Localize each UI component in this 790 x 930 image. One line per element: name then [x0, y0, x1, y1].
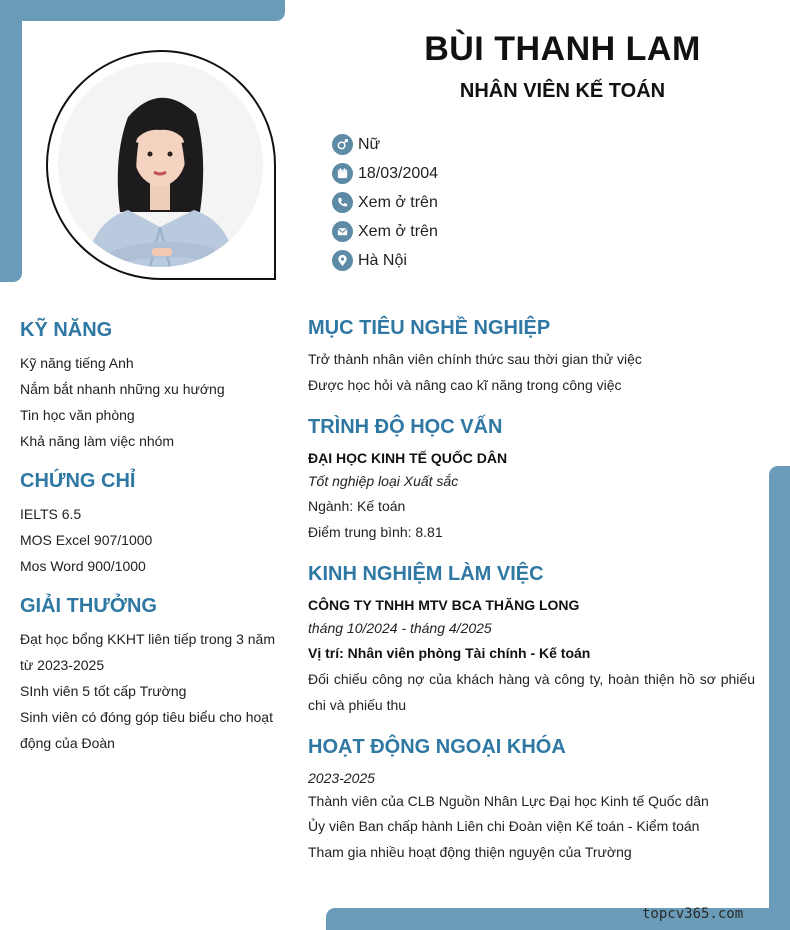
- skills-heading: KỸ NĂNG: [20, 319, 113, 341]
- contact-birthday: [332, 159, 438, 188]
- certificate-item: IELTS 6.5: [20, 506, 82, 522]
- experience-heading: KINH NGHIỆM LÀM VIỆC: [308, 563, 544, 585]
- profile-photo: [58, 62, 263, 267]
- job-title: NHÂN VIÊN KẾ TOÁN: [459, 80, 666, 102]
- award-item: từ 2023-2025: [20, 657, 105, 673]
- activity-item: Thành viên của CLB Nguồn Nhân Lực Đại học Kinh tế Quốc dân: [308, 793, 709, 809]
- experience-description: chi và phiếu thu: [308, 697, 407, 713]
- left-accent-bar: [0, 0, 22, 282]
- contact-birthday-text: 18/03/2004: [358, 164, 439, 182]
- right-accent-bar: [769, 466, 790, 930]
- award-item: Đạt học bổng KKHT liên tiếp trong 3 năm: [20, 631, 276, 647]
- experience-position: Vị trí: Nhân viên phòng Tài chính - Kế toán: [308, 645, 591, 661]
- award-item: Sinh viên có đóng góp tiêu biểu cho hoạt: [20, 709, 273, 725]
- education-gpa: Điểm trung bình: 8.81: [308, 524, 443, 540]
- contact-gender: [332, 130, 438, 159]
- skill-item: Khả năng làm việc nhóm: [20, 433, 175, 449]
- objective-item: Được học hỏi và nâng cao kĩ năng trong công việc: [308, 377, 622, 393]
- certificate-item: Mos Word 900/1000: [20, 558, 146, 574]
- certificate-item: MOS Excel 907/1000: [20, 532, 153, 548]
- activity-item: Tham gia nhiều hoạt động thiện nguyện của Trường: [308, 844, 632, 860]
- awards-heading: GIẢI THƯỞNG: [20, 595, 157, 617]
- contact-email-text: Xem ở trên: [358, 222, 438, 240]
- education-heading: TRÌNH ĐỘ HỌC VẤN: [308, 416, 503, 438]
- location-icon: [332, 250, 353, 271]
- email-icon: [332, 221, 353, 242]
- activities-period: 2023-2025: [308, 770, 375, 786]
- contact-email: [332, 217, 438, 246]
- education-major: Ngành: Kế toán: [308, 498, 406, 514]
- skill-item: Tin học văn phòng: [20, 407, 135, 423]
- phone-icon: [332, 192, 353, 213]
- experience-description: Đối chiếu công nợ của khách hàng và công ty, hoàn thiện hồ sơ phiếu: [308, 671, 755, 687]
- objective-item: Trở thành nhân viên chính thức sau thời gian thử việc: [308, 351, 642, 367]
- skill-item: Kỹ năng tiếng Anh: [20, 355, 134, 371]
- gender-icon: [332, 134, 353, 155]
- contact-location: [332, 246, 438, 275]
- candidate-name: BÙI THANH LAM: [424, 30, 701, 68]
- calendar-icon: [332, 163, 353, 184]
- activity-item: Ủy viên Ban chấp hành Liên chi Đoàn viện Kế toán - Kiểm toán: [308, 818, 700, 834]
- top-accent-bar: [0, 0, 285, 21]
- activities-heading: HOẠT ĐỘNG NGOẠI KHÓA: [308, 736, 566, 758]
- experience-company: CÔNG TY TNHH MTV BCA THĂNG LONG: [308, 597, 580, 613]
- contact-location-text: Hà Nội: [358, 251, 407, 269]
- contact-phone-text: Xem ở trên: [358, 193, 438, 211]
- experience-period: tháng 10/2024 - tháng 4/2025: [308, 620, 492, 636]
- certificates-heading: CHỨNG CHỈ: [20, 470, 136, 492]
- education-honor: Tốt nghiệp loại Xuất sắc: [308, 473, 459, 489]
- award-item: SInh viên 5 tốt cấp Trường: [20, 683, 187, 699]
- skill-item: Nắm bắt nhanh những xu hướng: [20, 381, 225, 397]
- contact-gender-text: Nữ: [358, 135, 381, 153]
- education-school: ĐẠI HỌC KINH TẾ QUỐC DÂN: [308, 450, 508, 466]
- contact-info: [332, 130, 438, 275]
- objective-heading: MỤC TIÊU NGHỀ NGHIỆP: [308, 317, 551, 339]
- contact-phone: [332, 188, 438, 217]
- award-item: động của Đoàn: [20, 735, 115, 751]
- site-watermark: topcv365.com: [642, 906, 744, 922]
